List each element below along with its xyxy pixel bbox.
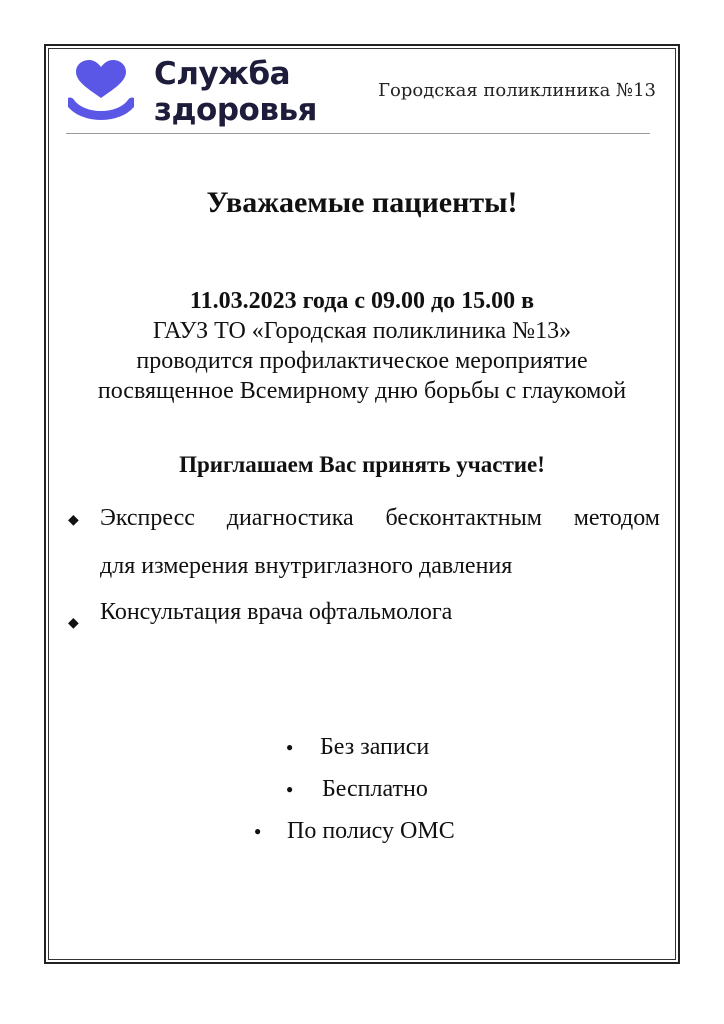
event-info bbox=[46, 286, 678, 406]
invitation-heading: Приглашаем Вас принять участие! bbox=[179, 452, 545, 477]
term-text: Без записи bbox=[320, 734, 430, 760]
term-text: По полису ОМС bbox=[287, 818, 455, 844]
dot-bullet-icon: ● bbox=[286, 782, 294, 796]
event-venue: ГАУЗ ТО «Городская поликлиника №13» bbox=[152, 318, 572, 344]
terms-list bbox=[46, 726, 678, 852]
diamond-bullet-icon: ◆ bbox=[68, 513, 79, 528]
service-line: для измерения внутриглазного давления bbox=[100, 553, 513, 579]
brand-name bbox=[154, 56, 317, 128]
service-line: Консультация врача офтальмолога bbox=[100, 599, 453, 625]
dot-bullet-icon: ● bbox=[254, 824, 262, 838]
page-title: Уважаемые пациенты! bbox=[206, 186, 518, 219]
heart-smile-icon bbox=[68, 58, 134, 124]
event-desc-2: посвященное Всемирному дню борьбы с глаукомой bbox=[97, 378, 627, 404]
page-border bbox=[44, 44, 680, 964]
term-text: Бесплатно bbox=[322, 776, 428, 802]
service-line: Экспресс диагностика бесконтактным методом bbox=[100, 505, 660, 531]
brand-line-2: здоровья bbox=[154, 92, 317, 128]
list-item bbox=[68, 594, 660, 630]
list-item bbox=[68, 498, 660, 586]
clinic-name: Городская поликлиника №13 bbox=[378, 80, 656, 101]
header bbox=[68, 58, 660, 136]
list-item bbox=[46, 768, 678, 810]
brand-line-1: Служба bbox=[154, 56, 291, 92]
header-divider bbox=[66, 133, 650, 134]
list-item bbox=[46, 810, 678, 852]
event-date: 11.03.2023 года с 09.00 до 15.00 в bbox=[189, 288, 535, 314]
list-item bbox=[46, 726, 678, 768]
diamond-bullet-icon: ◆ bbox=[68, 616, 79, 631]
event-desc-1: проводится профилактическое мероприятие bbox=[136, 348, 588, 374]
services-list bbox=[68, 498, 660, 630]
dot-bullet-icon: ● bbox=[286, 740, 294, 754]
